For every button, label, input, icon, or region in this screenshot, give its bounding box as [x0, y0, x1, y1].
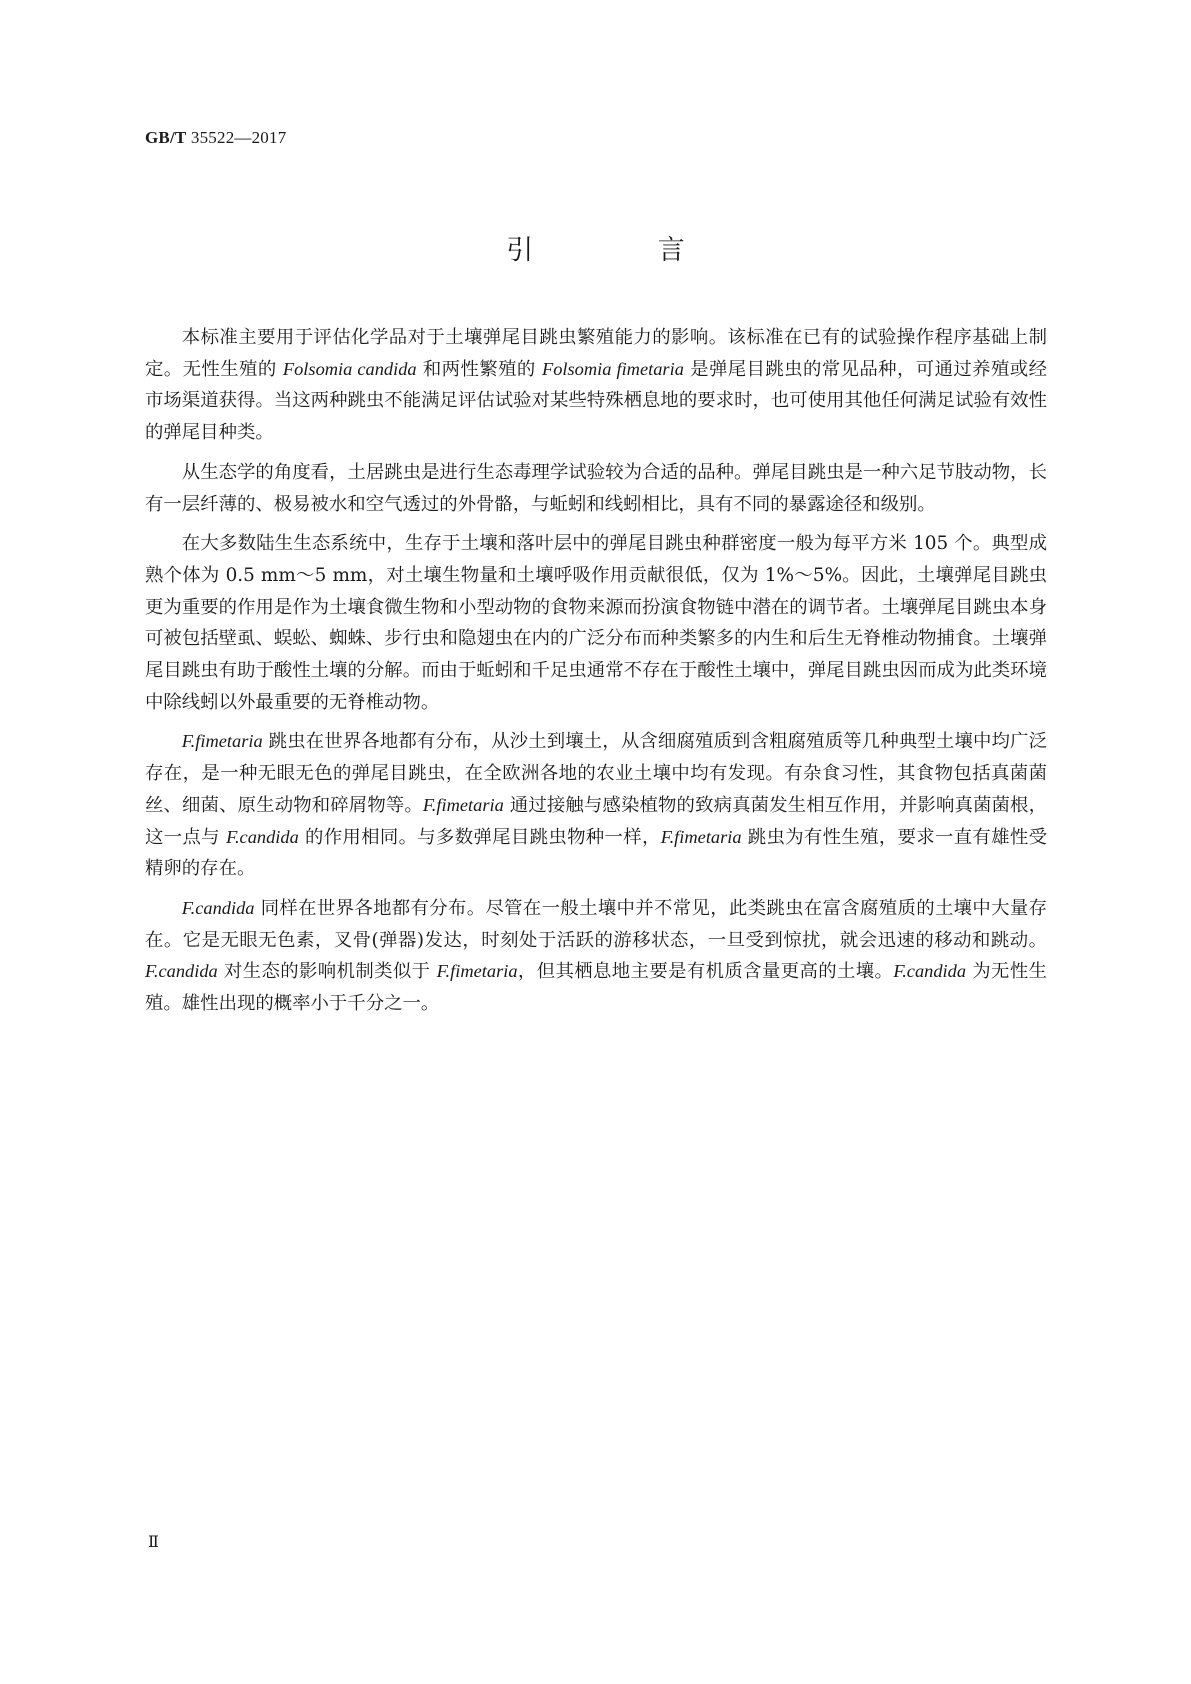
paragraph-text: 从生态学的角度看，土居跳虫是进行生态毒理学试验较为合适的品种。弹尾目跳虫是一种六足节肢动物，长有一层纤薄的、极易被水和空气透过的外骨骼，与蚯蚓和线蚓相比，具有不同的暴露途径和级别。 — [145, 461, 1047, 515]
paragraph-text: 跳虫为有性生殖，要求一直有雄性受精卵的存在。 — [145, 826, 1047, 880]
standard-code-prefix: GB/T — [145, 128, 187, 147]
standard-code — [145, 128, 286, 148]
species-name: F.fimetaria — [422, 794, 504, 815]
paragraph-text: 在大多数陆生生态系统中，生存于土壤和落叶层中的弹尾目跳虫种群密度一般为每平方米 105 个。典型成熟个体为 0.5 mm～5 mm，对土壤生物量和土壤呼吸作用贡献很低，仅为 1%～5%。因此，土壤弹尾目跳虫更为重要的作用是作为土壤食微生物和小型动物的食物来源而扮演食物链中潜在的调节者。土壤弹尾目跳虫本身可被包括壁虱、蜈蚣、蜘蛛、步行虫和隐翅虫在内的广泛分布而种类繁多的内生和后生无脊椎动物捕食。土壤弹尾目跳虫有助于酸性土壤的分解。而由于蚯蚓和千足虫通常不存在于酸性土壤中，弹尾目跳虫因而成为此类环境中除线蚓以外最重要的无脊椎动物。 — [145, 533, 1047, 713]
paragraph-text: ，但其栖息地主要是有机质含量更高的土壤。 — [517, 961, 894, 983]
paragraph-text: 的作用相同。与多数弹尾目跳虫物种一样， — [298, 826, 661, 848]
paragraph-text: 跳虫在世界各地都有分布，从沙土到壤土，从含细腐殖质到含粗腐殖质等几种典型土壤中均广泛存在，是一种无眼无色的弹尾目跳虫，在全欧洲各地的农业土壤中均有发现。有杂食习性，其食物包括真菌菌丝、细菌、原生动物和碎屑物等。 — [145, 731, 1047, 816]
standard-code-number: 35522—2017 — [190, 128, 287, 147]
paragraph-text: 和两性繁殖的 — [416, 358, 542, 380]
paragraph-text: 本标准主要用于评估化学品对于土壤弹尾目跳虫繁殖能力的影响。该标准在已有的试验操作程序基础上制定。无性生殖的 — [145, 327, 1047, 380]
paragraph — [145, 528, 1047, 718]
species-name: F.fimetaria — [436, 961, 518, 982]
species-name: F.candida — [145, 961, 218, 982]
paragraph — [145, 893, 1047, 1020]
species-name: F.candida — [893, 961, 967, 982]
paragraph-text: 为无性生殖。雄性出现的概率小于千分之一。 — [145, 961, 1047, 1015]
paragraph-text: 是弹尾目跳虫的常见品种，可通过养殖或经市场渠道获得。当这两种跳虫不能满足评估试验对某些特殊栖息地的要求时，也可使用其他任何满足试验有效性的弹尾目种类。 — [145, 358, 1047, 444]
species-name: Folsomia candida — [282, 358, 417, 379]
paragraph — [145, 322, 1047, 449]
paragraph-text: 通过接触与感染植物的致病真菌发生相互作用，并影响真菌菌根，这一点与 — [145, 794, 1047, 848]
species-name: F.candida — [226, 826, 299, 847]
paragraph-text: 同样在世界各地都有分布。尽管在一般土壤中并不常见，此类跳虫在富含腐殖质的土壤中大量存在。它是无眼无色素，叉骨(弹器)发达，时刻处于活跃的游移状态，一旦受到惊扰，就会迅速的移动和跳动。 — [145, 897, 1047, 951]
species-name: Folsomia fimetaria — [541, 358, 684, 379]
species-name: F.fimetaria — [181, 731, 263, 752]
paragraph — [145, 726, 1047, 885]
page-title: 引 言 — [506, 235, 743, 266]
paragraph-text: 对生态的影响机制类似于 — [217, 961, 437, 983]
species-name: F.fimetaria — [660, 826, 742, 847]
page-number: Ⅱ — [148, 1534, 159, 1551]
species-name: F.candida — [181, 897, 255, 918]
introduction-body — [145, 322, 1047, 1028]
paragraph — [145, 457, 1047, 520]
